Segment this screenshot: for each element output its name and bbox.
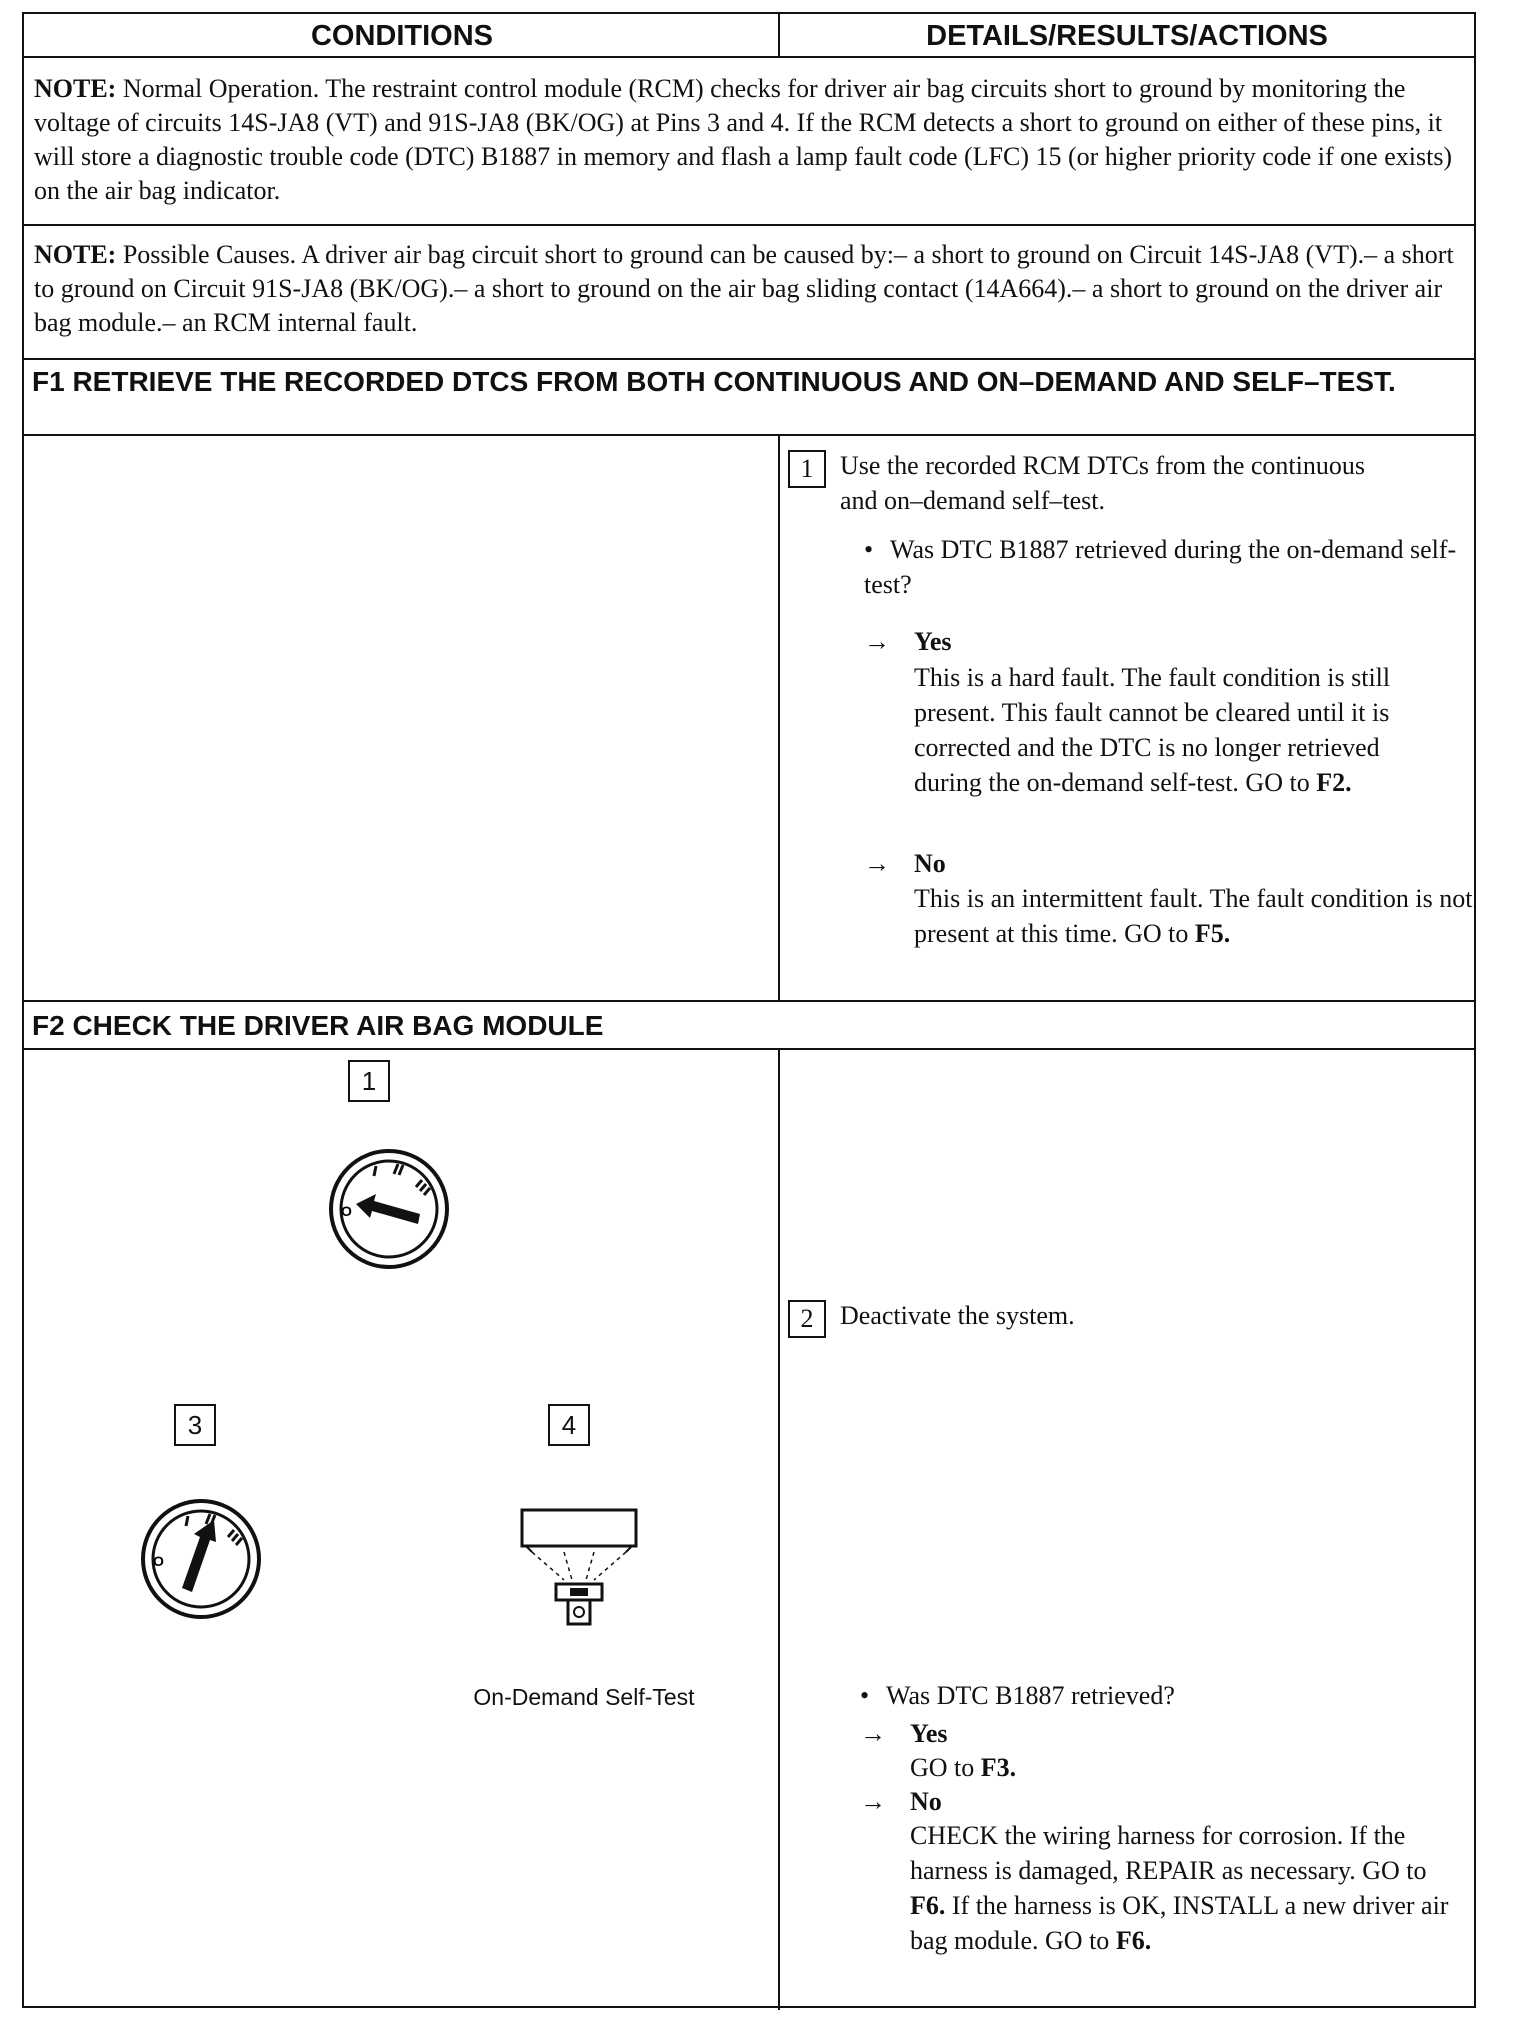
- f1-title: F1 RETRIEVE THE RECORDED DTCS FROM BOTH CONTINUOUS AND ON–DEMAND AND SELF–TEST.: [32, 366, 1396, 397]
- arrow-icon: →: [860, 1719, 886, 1748]
- column-divider: [778, 1048, 780, 2010]
- arrow-icon: →: [860, 1787, 886, 1816]
- f2-no-label: No: [910, 1787, 942, 1816]
- f1-no-result: [914, 881, 1474, 951]
- f2-title: F2 CHECK THE DRIVER AIR BAG MODULE: [32, 1010, 604, 1041]
- f1-question: [864, 532, 1464, 602]
- note-possible-causes: [34, 238, 1454, 340]
- f1-no-goto: F5.: [1194, 919, 1231, 948]
- column-divider: [778, 434, 780, 1000]
- f2-yes-label: Yes: [910, 1719, 948, 1748]
- note-label: NOTE:: [34, 74, 117, 103]
- figure-number-box: 4: [548, 1404, 590, 1446]
- note-label: NOTE:: [34, 240, 117, 269]
- header-divider: [778, 14, 780, 58]
- f2-no-text: CHECK the wiring harness for corrosion. If the harness is damaged, REPAIR as necessary. GO to: [910, 1821, 1427, 1885]
- f2-no-text: If the harness is OK, INSTALL a new driver air bag module. GO to: [910, 1891, 1449, 1955]
- row-divider: [24, 1048, 1474, 1050]
- step-number-box: 1: [788, 450, 826, 488]
- bullet-icon: •: [860, 1681, 870, 1710]
- f1-step-text: Use the recorded RCM DTCs from the continuous and on–demand self–test.: [840, 451, 1365, 515]
- header-conditions: CONDITIONS: [310, 20, 494, 52]
- row-divider: [24, 224, 1474, 226]
- figure-caption: On-Demand Self-Test: [473, 1684, 695, 1710]
- note-text: Possible Causes. A driver air bag circuit short to ground can be caused by:– a short to ground on Circuit 14S-JA8 (VT).– a short to ground on Circuit 91S-JA8 (BK/OG).– a short to ground on the air bag sliding contact (14A664).– a short to ground on the driver air bag module.– an RCM internal fault.: [34, 240, 1454, 337]
- row-divider: [24, 358, 1474, 360]
- arrow-icon: →: [864, 627, 890, 656]
- svg-text:O: O: [153, 1553, 164, 1569]
- f2-yes-text: GO to: [910, 1753, 981, 1782]
- f1-question-text: Was DTC B1887 retrieved during the on-demand self-test?: [864, 535, 1457, 599]
- note-normal-operation: [34, 72, 1454, 208]
- header-details: DETAILS/RESULTS/ACTIONS: [926, 20, 1328, 52]
- row-divider: [24, 1000, 1474, 1002]
- scan-tool-icon: [514, 1504, 644, 1664]
- step-number-box: 2: [788, 1300, 826, 1338]
- row-divider: [24, 56, 1474, 58]
- row-divider: [24, 434, 1474, 436]
- f1-no-label: No: [914, 849, 946, 878]
- svg-text:O: O: [341, 1203, 352, 1219]
- note-text: Normal Operation. The restraint control module (RCM) checks for driver air bag circuits short to ground by monitoring the voltage of circuits 14S-JA8 (VT) and 91S-JA8 (BK/OG) at Pins 3 and 4. If the RCM detects a short to ground on either of these pins, it will store a diagnostic trouble code (DTC) B1887 in memory and flash a lamp fault code (LFC) 15 (or higher priority code if one exists) on the air bag indicator.: [34, 74, 1453, 205]
- f2-yes-goto: F3.: [980, 1753, 1017, 1782]
- f1-yes-result: [914, 660, 1454, 800]
- f2-question-text: Was DTC B1887 retrieved?: [886, 1681, 1175, 1710]
- f2-no-result: [910, 1818, 1450, 1958]
- f2-question: [860, 1678, 1460, 1713]
- f2-step-text: Deactivate the system.: [840, 1301, 1075, 1330]
- f2-yes-result: [910, 1750, 1450, 1785]
- ignition-key-off-icon: [324, 1144, 454, 1274]
- f1-yes-label: Yes: [914, 627, 952, 656]
- f1-yes-text: This is a hard fault. The fault condition is still present. This fault cannot be cleared until it is corrected and the DTC is no longer retrieved during the on-demand self-test. GO to: [914, 663, 1391, 797]
- arrow-icon: →: [864, 849, 890, 878]
- diagnostic-table: [22, 12, 1476, 2008]
- f1-yes-goto: F2.: [1316, 768, 1352, 797]
- ignition-key-on-icon: [136, 1494, 266, 1624]
- bullet-icon: •: [864, 535, 874, 564]
- f2-no-goto: F6.: [910, 1891, 946, 1920]
- figure-number-box: 1: [348, 1060, 390, 1102]
- figure-number-box: 3: [174, 1404, 216, 1446]
- f2-no-goto: F6.: [1115, 1926, 1152, 1955]
- f1-no-text: This is an intermittent fault. The fault condition is not present at this time. GO to: [914, 884, 1473, 948]
